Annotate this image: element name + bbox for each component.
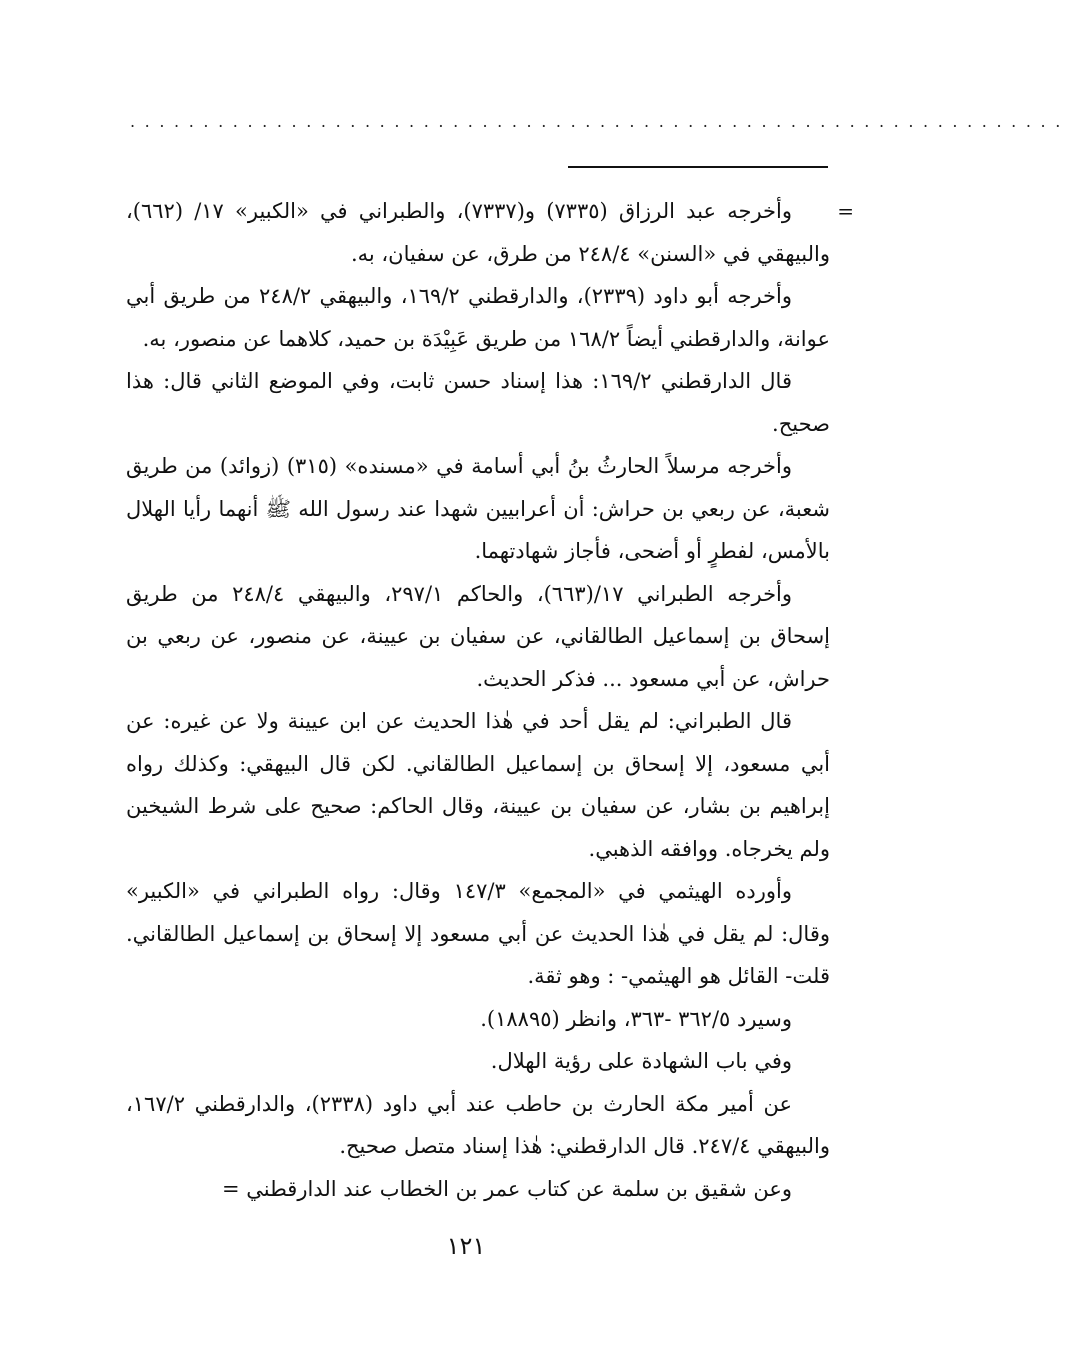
page-number: ١٢١ xyxy=(446,1232,486,1260)
paragraph-8: وسيرد ٣٦٢/٥ -٣٦٣، وانظر (١٨٨٩٥). xyxy=(480,1006,792,1031)
paragraph-9: وفي باب الشهادة على رؤية الهلال. xyxy=(490,1049,792,1073)
continuation-mark: = xyxy=(837,199,854,223)
paragraph-7: وأورده الهيثمي في «المجمع» ١٤٧/٣ وقال: رواه الطبراني في «الكبير» وقال: لم يقل في هٰذا الحديث عن أبي مسعود إلا إسحاق بن إسماعيل الطالقاني. قلت- القائل هو الهيثمي- : وهو ثقة. xyxy=(126,879,830,988)
footnote-body xyxy=(126,190,854,1210)
paragraph-2: وأخرجه أبو داود (٢٣٣٩)، والدارقطني ١٦٩/٢، والبيهقي ٢٤٨/٢ من طريق أبي عوانة، والدارقطني أيضاً ١٦٨/٢ من طريق عَبِيْدَة بن حميد، كلاهما عن منصور، به. xyxy=(126,284,830,351)
paragraph-10: عن أمير مكة الحارث بن حاطب عند أبي داود (٢٣٣٨)، والدارقطني ١٦٧/٢، والبيهقي ٢٤٧/٤. قال الدارقطني: هٰذا إسناد متصل صحيح. xyxy=(126,1091,830,1158)
paragraph-5: وأخرجه الطبراني ١٧/(٦٦٣)، والحاكم ٢٩٧/١، والبيهقي ٢٤٨/٤ من طريق إسحاق بن إسماعيل الطالقاني، عن سفيان بن عيينة، عن منصور، عن ربعي بن حراش، عن أبي مسعود ... فذكر الحديث. xyxy=(126,581,830,691)
footnote-rule xyxy=(568,166,828,168)
paragraph-4: وأخرجه مرسلاً الحارثُ بنُ أبي أسامة في «مسنده» (٣١٥) (زوائد) من طريق شعبة، عن ربعي بن حراش: أن أعرابيين شهدا عند رسول الله ﷺ أنهما رأيا الهلال بالأمس، لفطرٍ أو أضحى، فأجاز شهادتهما. xyxy=(126,454,830,563)
paragraph-1: وأخرجه عبد الرزاق (٧٣٣٥) و(٧٣٣٧)، والطبراني في «الكبير» ١٧/ (٦٦٢)، والبيهقي في «السنن» ٢٤٨/٤ من طرق، عن سفيان، به. xyxy=(126,199,830,266)
paragraph-6: قال الطبراني: لم يقل أحد في هٰذا الحديث عن ابن عيينة ولا عن غيره: عن أبي مسعود، إلا إسحاق بن إسماعيل الطالقاني. لكن قال البيهقي: وكذلك رواه إبراهيم بن بشار، عن سفيان بن عيينة، وقال الحاكم: صحيح على شرط الشيخين ولم يخرجاه. ووافقه الذهبي. xyxy=(126,709,830,861)
paragraph-11: وعن شقيق بن سلمة عن كتاب عمر بن الخطاب عند الدارقطني = xyxy=(221,1176,792,1201)
paragraph-3: قال الدارقطني ١٦٩/٢: هذا إسناد حسن ثابت، وفي الموضع الثاني قال: هذا صحيح. xyxy=(126,369,830,436)
dotted-separator: ................................................................ xyxy=(130,112,1070,131)
